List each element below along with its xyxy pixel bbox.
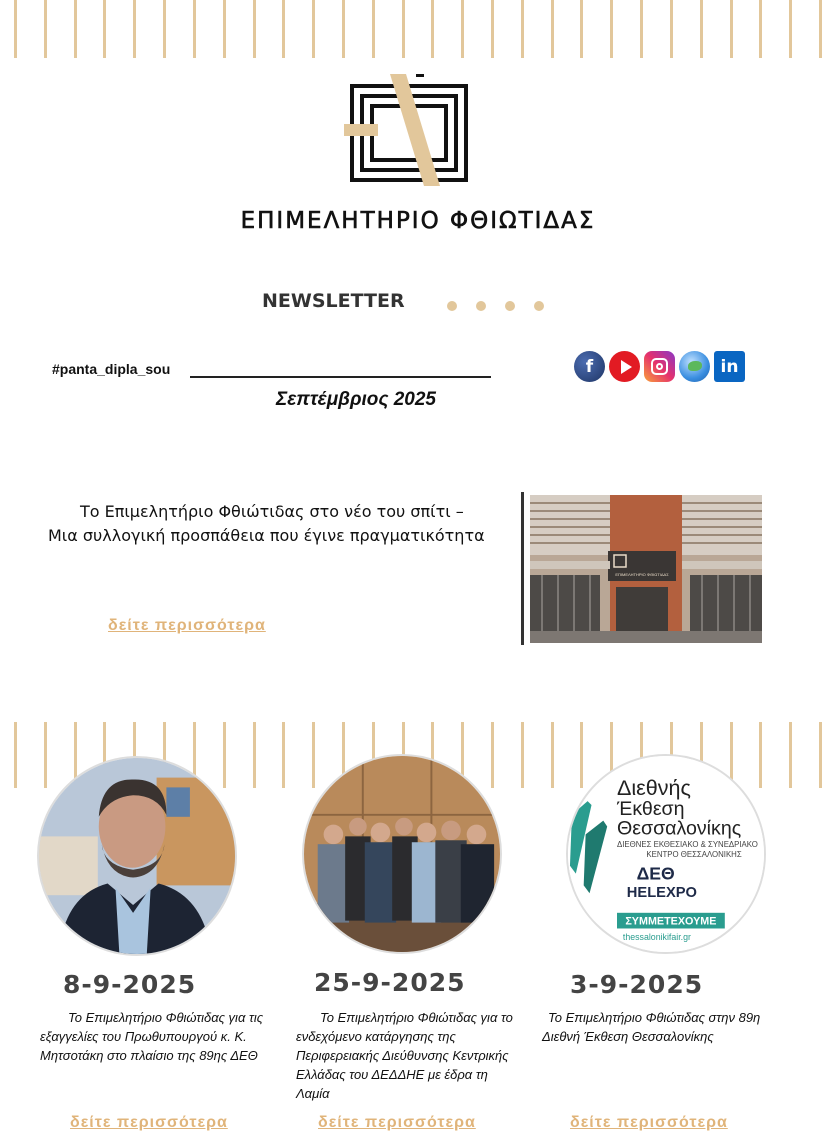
decorative-stripe bbox=[819, 722, 822, 788]
decorative-stripe bbox=[491, 722, 494, 788]
decorative-stripe bbox=[312, 0, 315, 58]
news-text-1: Το Επιμελητήριο Φθιώτιδας για τις εξαγγελίες του Πρωθυπουργού κ. Κ. Μητσοτάκη στο πλαίσιο της 89ης ΔΕΘ bbox=[40, 1010, 264, 1063]
instagram-icon[interactable] bbox=[644, 351, 675, 382]
news-date-1: 8-9-2025 bbox=[63, 970, 197, 999]
decorative-stripe bbox=[14, 722, 17, 788]
decorative-stripe bbox=[223, 0, 226, 58]
decorative-stripe bbox=[730, 0, 733, 58]
youtube-icon[interactable] bbox=[609, 351, 640, 382]
decorative-stripe bbox=[670, 0, 673, 58]
social-links bbox=[574, 351, 745, 382]
svg-text:Έκθεση: Έκθεση bbox=[617, 797, 685, 820]
svg-text:HELEXPO: HELEXPO bbox=[626, 885, 698, 902]
decorative-stripe bbox=[402, 0, 405, 58]
decorative-stripe bbox=[551, 0, 554, 58]
decorative-stripe bbox=[74, 0, 77, 58]
news-read-more-1[interactable]: δείτε περισσότερα bbox=[70, 1114, 228, 1131]
website-globe-icon[interactable] bbox=[679, 351, 710, 382]
svg-text:ΕΠΙΜΕΛΗΤΗΡΙΟ ΦΘΙΩΤΙΔΑΣ: ΕΠΙΜΕΛΗΤΗΡΙΟ ΦΘΙΩΤΙΔΑΣ bbox=[615, 572, 669, 577]
feature-read-more-link[interactable]: δείτε περισσότερα bbox=[108, 617, 266, 634]
news-photo-2-group[interactable] bbox=[302, 754, 502, 954]
decorative-stripe bbox=[759, 0, 762, 58]
news-date-2: 25-9-2025 bbox=[314, 968, 466, 997]
decorative-stripe bbox=[521, 722, 524, 788]
decorative-stripe bbox=[253, 0, 256, 58]
news-read-more-3[interactable]: δείτε περισσότερα bbox=[570, 1114, 728, 1131]
decorative-stripe bbox=[163, 0, 166, 58]
newsletter-label: NEWSLETTER bbox=[262, 290, 405, 312]
decorative-stripe bbox=[789, 722, 792, 788]
svg-text:ΔΙΕΘΝΕΣ ΕΚΘΕΣΙΑΚΟ & ΣΥΝΕΔΡΙΑΚΟ: ΔΙΕΘΝΕΣ ΕΚΘΕΣΙΑΚΟ & ΣΥΝΕΔΡΙΑΚΟ bbox=[617, 840, 758, 850]
svg-text:thessalonikifair.gr: thessalonikifair.gr bbox=[622, 932, 691, 943]
decorative-stripe bbox=[282, 0, 285, 58]
decorative-stripe bbox=[789, 0, 792, 58]
decorative-stripe bbox=[342, 0, 345, 58]
decorative-stripe bbox=[103, 0, 106, 58]
decorative-stripe bbox=[640, 0, 643, 58]
news-text-3: Το Επιμελητήριο Φθιώτιδας στην 89η Διεθνή Έκθεση Θεσσαλονίκης bbox=[542, 1010, 761, 1044]
top-decorative-stripes bbox=[0, 0, 836, 58]
feature-title: Το Επιμελητήριο Φθιώτιδας στο νέο του σπίτι – Μια συλλογική προσπάθεια που έγινε πραγματικότητα bbox=[48, 502, 485, 545]
decorative-stripe bbox=[14, 0, 17, 58]
linkedin-icon[interactable]: in bbox=[714, 351, 745, 382]
news-read-more-2[interactable]: δείτε περισσότερα bbox=[318, 1114, 476, 1131]
decorative-stripe bbox=[223, 722, 226, 788]
hashtag-underline bbox=[190, 376, 491, 378]
hashtag: #panta_dipla_sou bbox=[52, 361, 171, 377]
decorative-stripe bbox=[282, 722, 285, 788]
decorative-stripe bbox=[759, 722, 762, 788]
new-building-photo[interactable] bbox=[530, 495, 762, 643]
decorative-stripe bbox=[312, 722, 315, 788]
decorative-stripe bbox=[700, 0, 703, 58]
chamber-logo bbox=[340, 74, 472, 186]
issue-date: Σεπτέμβριος 2025 bbox=[276, 389, 436, 410]
news-photo-3-helexpo-poster[interactable] bbox=[566, 754, 766, 954]
news-date-3: 3-9-2025 bbox=[570, 970, 704, 999]
decorative-stripe bbox=[431, 0, 434, 58]
facebook-icon[interactable]: f bbox=[574, 351, 605, 382]
decorative-stripe bbox=[819, 0, 822, 58]
decorative-stripe bbox=[461, 0, 464, 58]
feature-divider bbox=[521, 492, 524, 645]
decorative-stripe bbox=[372, 0, 375, 58]
decorative-stripe bbox=[551, 722, 554, 788]
decorative-stripe bbox=[580, 722, 583, 788]
decorative-stripe bbox=[491, 0, 494, 58]
decorative-stripe bbox=[44, 722, 47, 788]
decorative-stripe bbox=[193, 0, 196, 58]
news-photo-1-portrait[interactable] bbox=[37, 756, 237, 956]
svg-text:ΣΥΜΜΕΤΕΧΟΥΜΕ: ΣΥΜΜΕΤΕΧΟΥΜΕ bbox=[625, 915, 717, 928]
decorative-stripe bbox=[580, 0, 583, 58]
svg-text:ΚΕΝΤΡΟ ΘΕΣΣΑΛΟΝΙΚΗΣ: ΚΕΝΤΡΟ ΘΕΣΣΑΛΟΝΙΚΗΣ bbox=[646, 849, 742, 859]
decorative-dots bbox=[447, 301, 544, 311]
svg-text:Θεσσαλονίκης: Θεσσαλονίκης bbox=[617, 817, 742, 840]
organization-name: ΕΠΙΜΕΛΗΤΗΡΙΟ ΦΘΙΩΤΙΔΑΣ bbox=[240, 208, 596, 234]
decorative-stripe bbox=[44, 0, 47, 58]
news-text-2: Το Επιμελητήριο Φθιώτιδας για το ενδεχόμενο κατάργησης της Περιφερειακής Διεύθυνσης Κεντρικής Ελλάδας του ΔΕΔΔΗΕ με έδρα τη Λαμία bbox=[296, 1010, 513, 1101]
svg-text:ΔΕΘ: ΔΕΘ bbox=[636, 863, 675, 884]
decorative-stripe bbox=[253, 722, 256, 788]
decorative-stripe bbox=[610, 0, 613, 58]
decorative-stripe bbox=[133, 0, 136, 58]
svg-text:Διεθνής: Διεθνής bbox=[617, 775, 691, 801]
decorative-stripe bbox=[521, 0, 524, 58]
